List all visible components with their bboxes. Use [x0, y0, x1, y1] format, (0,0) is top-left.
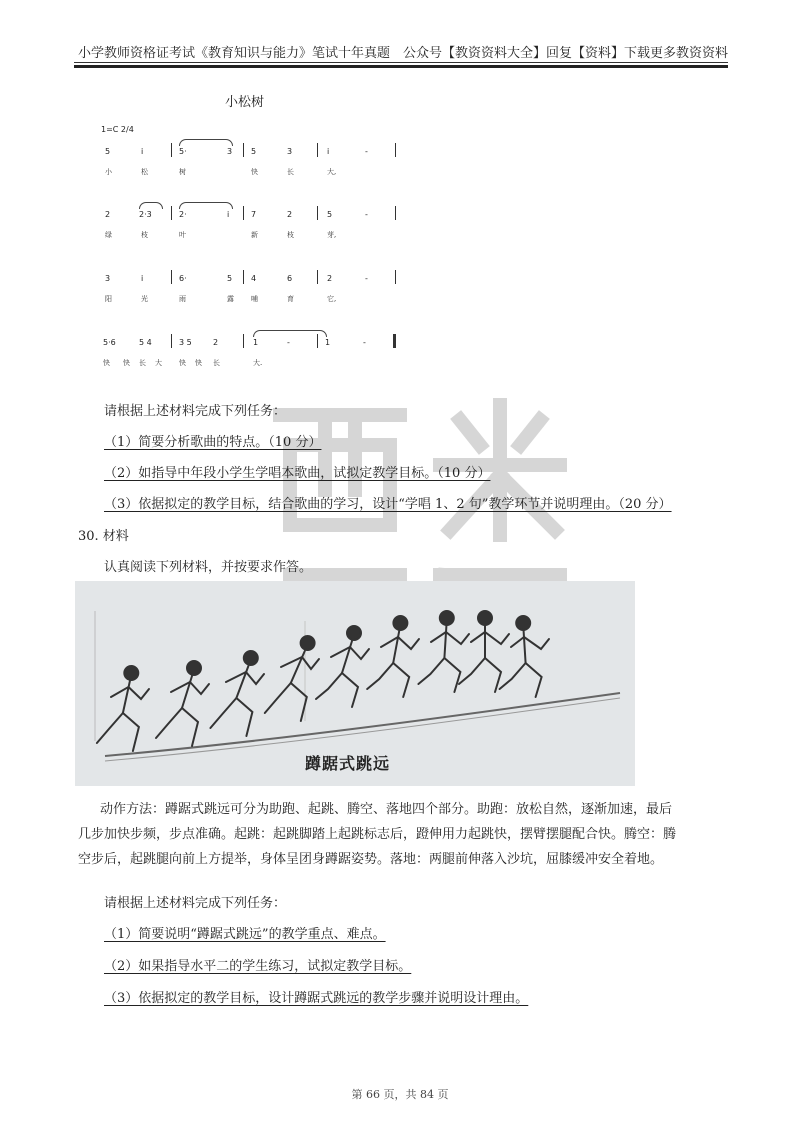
- jumper-figure: [97, 666, 149, 751]
- lyric: 快: [123, 359, 130, 367]
- note: -: [287, 338, 290, 347]
- task-1-2: （2）如指导中年段小学生学唱本歌曲，试拟定教学目标。（10 分）: [104, 466, 491, 481]
- barline: [395, 143, 396, 157]
- barline: [171, 270, 172, 284]
- barline: [171, 334, 172, 348]
- note: 2: [287, 210, 293, 219]
- lyric: 小: [105, 168, 112, 176]
- note: 5: [105, 147, 111, 156]
- task-2-3: （3）依据拟定的教学目标，设计蹲踞式跳远的教学步骤并说明设计理由。: [104, 991, 529, 1006]
- lyric: 芽,: [327, 231, 337, 239]
- note: 3: [227, 147, 233, 156]
- note: -: [365, 210, 368, 219]
- page-number: 第 66 页，共 84 页: [351, 1088, 449, 1101]
- note: 2: [213, 338, 219, 347]
- lyric: 枝: [287, 231, 294, 239]
- note: i: [141, 274, 144, 283]
- note: 1: [253, 338, 259, 347]
- note: 3: [287, 147, 293, 156]
- score-row-3: [95, 274, 415, 314]
- note: 5: [251, 147, 257, 156]
- barline: [395, 270, 396, 284]
- lyric: 快: [251, 168, 258, 176]
- barline: [243, 270, 244, 284]
- jumper-figure: [265, 636, 319, 721]
- lyric: 快: [103, 359, 110, 367]
- lyric: 绿: [105, 231, 112, 239]
- note: 5: [227, 274, 233, 283]
- lyric: 枝: [141, 231, 148, 239]
- method-paragraph: [78, 797, 728, 872]
- slur: [139, 202, 163, 209]
- barline: [317, 334, 318, 348]
- lyric: 光: [141, 295, 148, 303]
- lyric: 树: [179, 168, 186, 176]
- note: 2·3: [139, 210, 152, 219]
- note: 5: [327, 210, 333, 219]
- question-30-intro: 认真阅读下列材料，并按要求作答。: [104, 560, 313, 575]
- jumper-figure: [459, 611, 509, 692]
- question-30-label: 30. 材料: [78, 529, 129, 544]
- lyric: 露: [227, 295, 234, 303]
- lyric: 育: [287, 295, 294, 303]
- method-line: 几步加快步频，步点准确。起跳：起跳脚踏上起跳标志后，蹬伸用力起跳快，摆臂摆腿配合快。腾空：腾: [78, 827, 677, 842]
- jumper-figure: [418, 611, 469, 692]
- note: -: [363, 338, 366, 347]
- lyric: 新: [251, 231, 258, 239]
- slur: [179, 202, 233, 209]
- lyric: 大.: [253, 359, 263, 367]
- note: 6·: [179, 274, 187, 283]
- note: 3 5: [179, 338, 192, 347]
- note: 4: [251, 274, 257, 283]
- final-barline: [393, 334, 396, 348]
- header-title: 小学教师资格证考试《教育知识与能力》笔试十年真题: [78, 46, 391, 61]
- task-intro-2: 请根据上述材料完成下列任务：: [104, 896, 287, 911]
- lyric: 长: [139, 359, 146, 367]
- barline: [171, 143, 172, 157]
- barline: [317, 270, 318, 284]
- music-score: [95, 85, 415, 375]
- long-jump-figure: [75, 581, 635, 786]
- barline: [395, 206, 396, 220]
- jumper-figure: [367, 616, 419, 697]
- jumper-figure: [210, 651, 264, 736]
- score-row-2: [95, 210, 415, 250]
- method-line: 动作方法：蹲踞式跳远可分为助跑、起跳、腾空、落地四个部分。助跑：放松自然，逐渐加速，最后: [100, 802, 673, 817]
- task-2-1: （1）简要说明“蹲踞式跳远”的教学重点、难点。: [104, 927, 386, 942]
- lyric: 大,: [327, 168, 337, 176]
- task-2-2: （2）如果指导水平二的学生练习，试拟定教学目标。: [104, 959, 412, 974]
- task-1-3: （3）依据拟定的教学目标，结合歌曲的学习，设计“学唱 1、2 句”教学环节并说明理由。（20 分）: [104, 497, 672, 512]
- barline: [243, 206, 244, 220]
- page-header: [74, 36, 728, 64]
- score-row-4: [95, 338, 415, 378]
- header-rule-thick: [74, 65, 728, 68]
- lyric: 快: [179, 359, 186, 367]
- note: 5·6: [103, 338, 116, 347]
- note: 5 4: [139, 338, 152, 347]
- key-signature: 1=C 2/4: [101, 125, 134, 134]
- note: 2·: [179, 210, 187, 219]
- barline: [317, 143, 318, 157]
- note: 2: [105, 210, 111, 219]
- figure-caption: 蹲踞式跳远: [305, 754, 391, 773]
- note: i: [227, 210, 230, 219]
- jumper-figure: [156, 661, 209, 746]
- note: 1: [325, 338, 331, 347]
- lyric: 叶: [179, 231, 186, 239]
- barline: [171, 206, 172, 220]
- slur: [253, 330, 327, 337]
- lyric: 它,: [327, 295, 337, 303]
- note: -: [365, 274, 368, 283]
- lyric: 哺: [251, 295, 258, 303]
- note: i: [327, 147, 330, 156]
- lyric: 快: [195, 359, 202, 367]
- note: 5·: [179, 147, 187, 156]
- method-line: 空步后，起跳腿向前上方提举，身体呈团身蹲踞姿势。落地：两腿前伸落入沙坑，屈膝缓冲安全着地。: [78, 852, 664, 867]
- note: 7: [251, 210, 257, 219]
- song-title: 小松树: [225, 95, 265, 110]
- header-promo: 公众号【教资资料大全】回复【资料】下载更多教资资料: [402, 46, 728, 61]
- slur: [179, 139, 233, 146]
- note: -: [365, 147, 368, 156]
- lyric: 阳: [105, 295, 112, 303]
- barline: [317, 206, 318, 220]
- jumper-figure: [316, 626, 369, 707]
- note: 6: [287, 274, 293, 283]
- barline: [243, 143, 244, 157]
- lyric: 松: [141, 168, 148, 176]
- header-rule-thin: [74, 62, 728, 63]
- note: 3: [105, 274, 111, 283]
- barline: [243, 334, 244, 348]
- jumper-figure: [500, 616, 549, 697]
- note: 2: [327, 274, 333, 283]
- task-intro-1: 请根据上述材料完成下列任务：: [104, 404, 287, 419]
- score-row-1: [95, 147, 415, 187]
- lyric: 雨: [179, 295, 186, 303]
- lyric: 长: [213, 359, 220, 367]
- note: i: [141, 147, 144, 156]
- lyric: 长: [287, 168, 294, 176]
- task-1-1: （1）简要分析歌曲的特点。（10 分）: [104, 435, 322, 450]
- lyric: 大: [155, 359, 162, 367]
